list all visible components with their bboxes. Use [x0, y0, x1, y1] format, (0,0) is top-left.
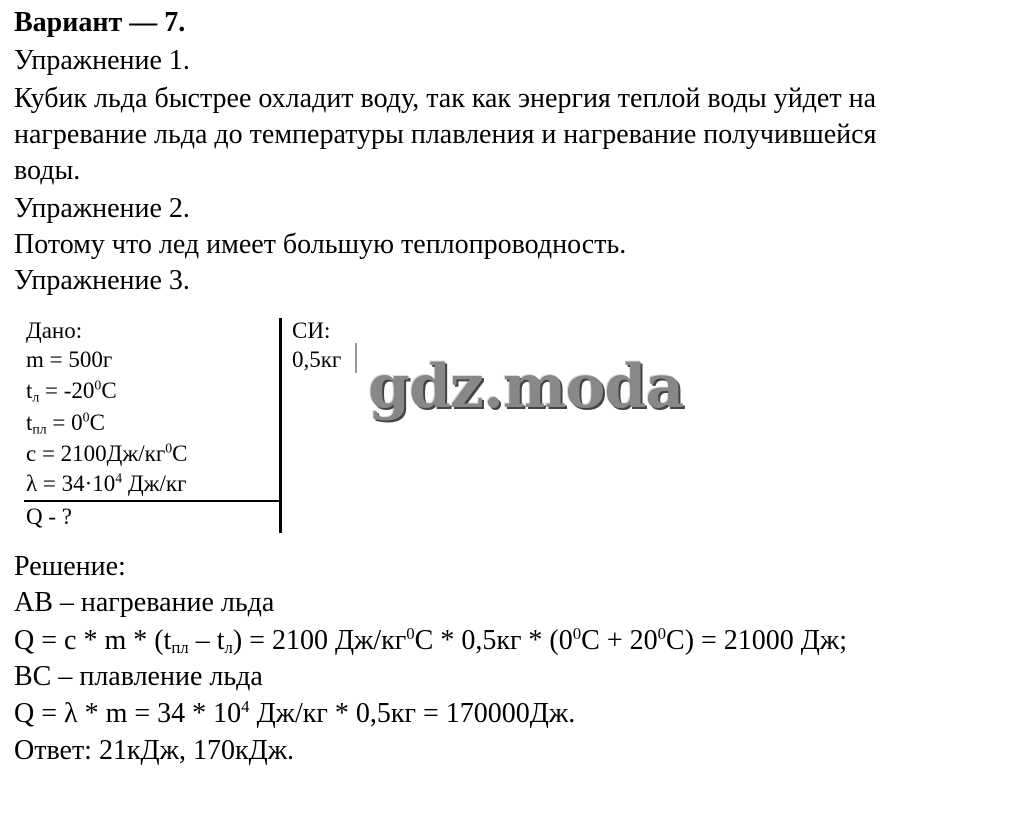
given-lambda [26, 471, 187, 497]
exercise-1-text-line: воды. [14, 155, 81, 186]
text-part: t [26, 378, 33, 403]
superscript: 0 [82, 409, 90, 425]
text-part: C [89, 410, 105, 435]
subscript: пл [32, 421, 47, 437]
subscript: пл [171, 638, 189, 658]
page-title: Вариант — 7. [14, 7, 186, 38]
text-part: – t [188, 625, 225, 656]
exercise-2-heading: Упражнение 2. [14, 193, 190, 224]
subscript: л [32, 389, 40, 405]
given-divider [24, 500, 281, 502]
exercise-3-heading: Упражнение 3. [14, 265, 190, 296]
exercise-1-text-line: нагревание льда до температуры плавления и нагревание получившейся [14, 119, 877, 150]
superscript: 0 [94, 377, 102, 393]
solution-ab: AB – нагревание льда [14, 587, 275, 618]
given-ice-temp [26, 378, 117, 404]
solution-answer: Ответ: 21кДж, 170кДж. [14, 735, 295, 766]
given-mass: m = 500г [26, 347, 113, 372]
given-label: Дано: [26, 318, 83, 343]
text-part: Q = c * m * (t [14, 625, 172, 656]
solution-formula-1 [14, 623, 848, 658]
superscript: 0 [572, 623, 582, 643]
text-part: = -20 [39, 378, 95, 403]
superscript: 0 [657, 623, 667, 643]
exercise-1-text-line: Кубик льда быстрее охладит воду, так как энергия теплой воды уйдет на [14, 83, 876, 114]
solution-formula-2 [14, 696, 576, 729]
text-part: C) = 21000 Дж; [666, 625, 848, 656]
given-specific-heat [26, 441, 188, 467]
text-part: C + 20 [581, 625, 658, 656]
text-part: Q = λ * m = 34 * 10 [14, 698, 242, 729]
superscript: 4 [241, 696, 250, 716]
text-part: C [101, 378, 117, 403]
solution-label: Решение: [14, 551, 126, 582]
text-part: Дж/кг * 0,5кг = 170000Дж. [249, 698, 576, 729]
text-part: C [172, 441, 188, 466]
given-melting-temp [26, 410, 105, 436]
si-label: СИ: [292, 318, 331, 343]
text-part: t [26, 410, 33, 435]
superscript: 4 [115, 470, 123, 486]
exercise-1-heading: Упражнение 1. [14, 45, 190, 76]
text-part: = 0 [46, 410, 83, 435]
superscript: 0 [165, 440, 173, 456]
solution-bc: BC – плавление льда [14, 661, 263, 692]
watermark-tick [355, 343, 357, 373]
text-part: λ = 34·10 [26, 471, 116, 496]
subscript: л [224, 638, 233, 658]
si-value: 0,5кг [292, 347, 342, 372]
si-divider [279, 318, 282, 533]
watermark-logo: gdz.moda [368, 352, 684, 422]
text-part: ) = 2100 Дж/кг [232, 625, 407, 656]
text-part: C * 0,5кг * (0 [414, 625, 573, 656]
text-part: Дж/кг [122, 471, 187, 496]
exercise-2-text-line: Потому что лед имеет большую теплопроводность. [14, 229, 627, 260]
superscript: 0 [406, 623, 415, 643]
given-find: Q - ? [26, 504, 72, 529]
text-part: c = 2100Дж/кг [26, 441, 166, 466]
